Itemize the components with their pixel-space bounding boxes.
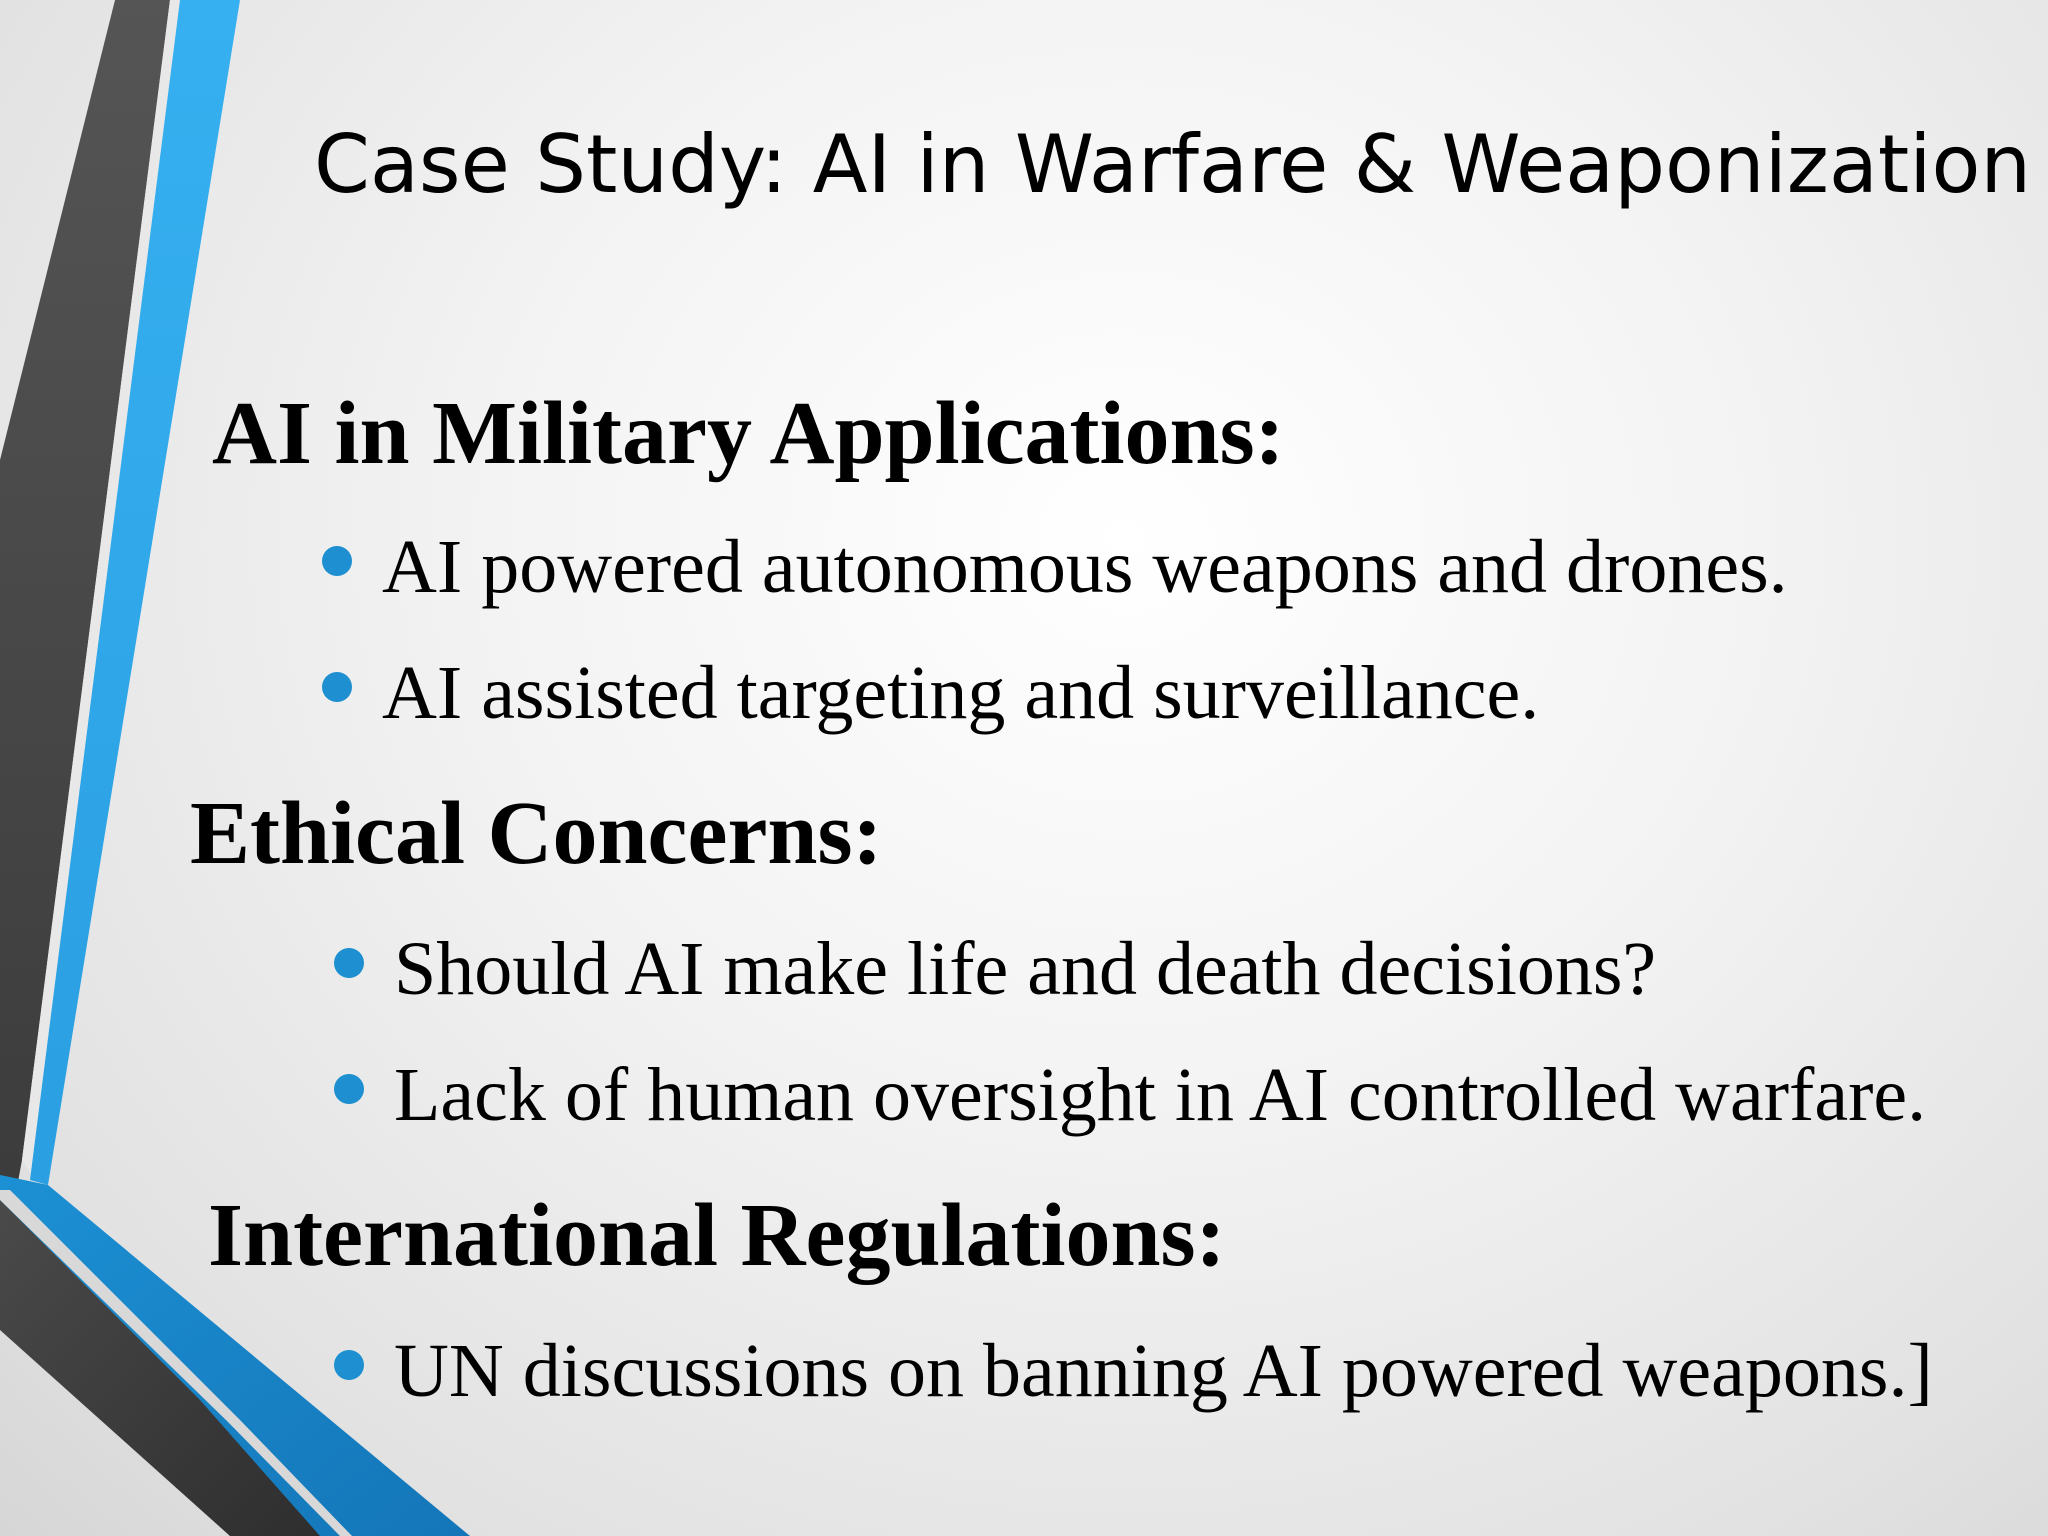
bullet-dot — [322, 672, 352, 702]
bullet-dot — [334, 948, 364, 978]
bullet-dot — [322, 546, 352, 576]
slide-title: Case Study: AI in Warfare & Weaponization — [314, 118, 2032, 211]
bullet-text: Lack of human oversight in AI controlled warfare. — [394, 1053, 1927, 1137]
bullet-text: AI assisted targeting and surveillance. — [382, 651, 1540, 735]
bullet-text: AI powered autonomous weapons and drones. — [382, 525, 1788, 609]
bullet-text: Should AI make life and death decisions? — [394, 927, 1657, 1011]
section-heading-regulations: International Regulations: — [208, 1186, 1226, 1285]
bullet-text: UN discussions on banning AI powered weapons.] — [394, 1329, 1933, 1413]
bullet-dot — [334, 1350, 364, 1380]
dark-vertical-stripe — [0, 0, 170, 1280]
section-heading-ethical: Ethical Concerns: — [190, 784, 883, 883]
bullet-dot — [334, 1074, 364, 1104]
section-heading-military: AI in Military Applications: — [212, 384, 1285, 483]
